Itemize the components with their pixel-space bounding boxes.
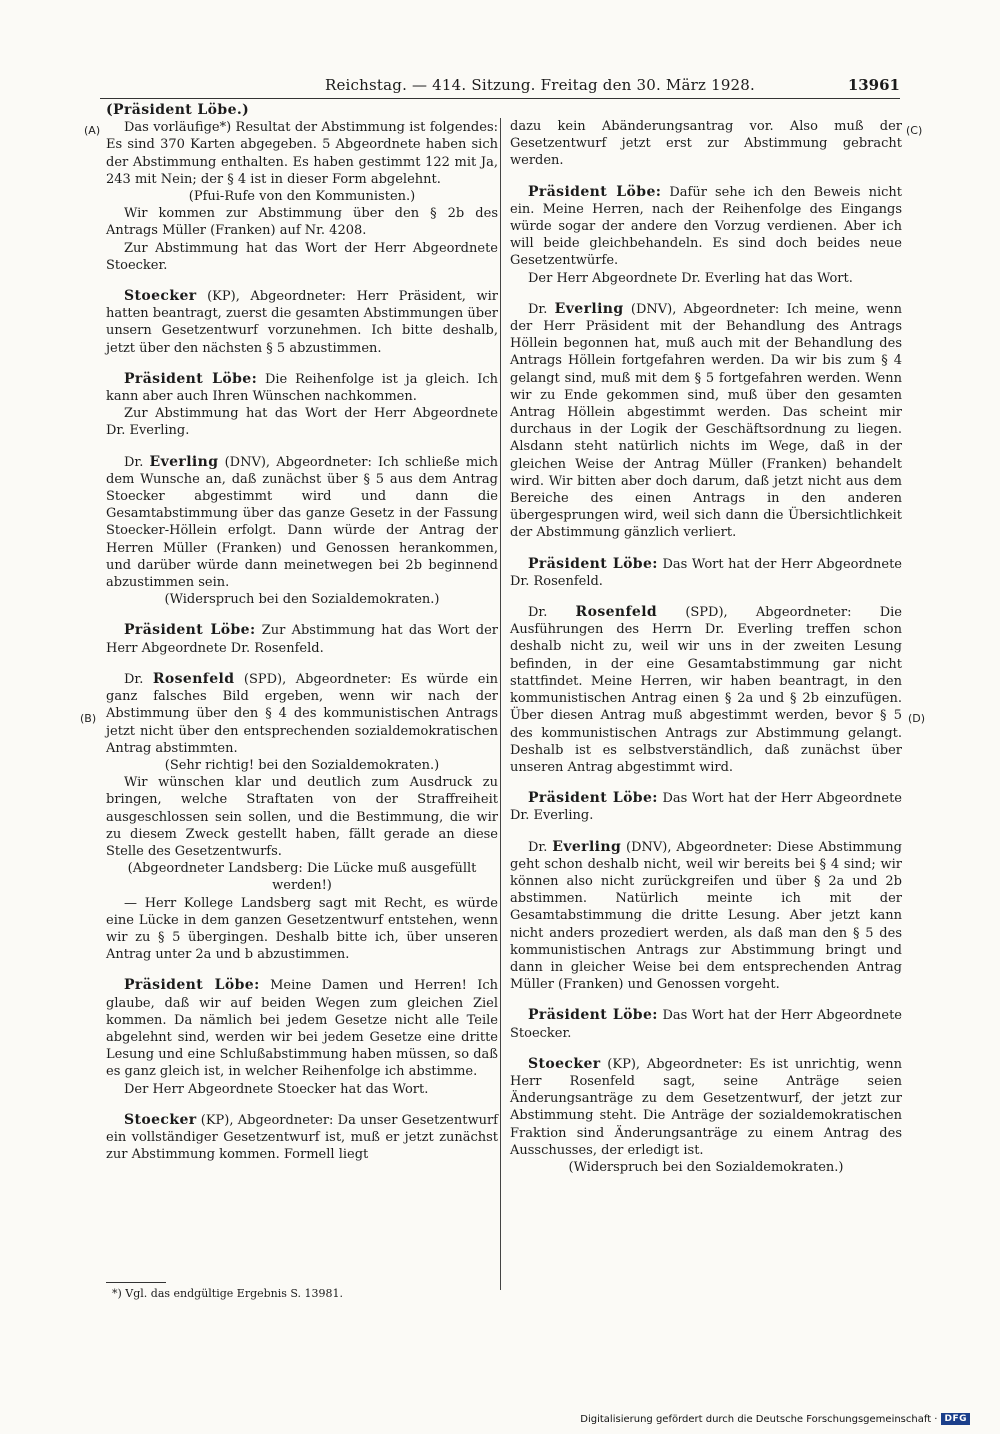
speech [510,1056,902,1159]
margin-marker-a: (A) [84,124,101,137]
speech [510,556,902,590]
paragraph: Wir wünschen klar und deutlich zum Ausdruck zu bringen, welche Straftaten von der Straffreiheit ausgeschlossen sein sollen, und die Bestimmung, die wir zu diesem Zweck gestellt haben, fällt gerade an diese Stelle des Gesetzentwurfs. [106,775,498,859]
speaker-title: Dr. [528,301,555,317]
speech-text: (DNV), Abgeordneter: Ich schließe mich dem Wunsche an, daß zunächst über § 5 aus dem Antrag Stoecker abgestimmt wird und dann die Gesamtabstimmung über das ganze Gesetz in der Fassung Stoecker-Höllein erfolgt. Dann würde der Antrag der Herren Müller (Franken) und Genossen herankommen, und darüber würde dann meinetwegen bei 2b beginnend abzustimmen sein. [106,454,498,591]
speaker-name: Präsident Löbe: [124,370,258,387]
speaker-title: Dr. [528,839,553,855]
speech-text: (SPD), Abgeordneter: Es würde ein ganz falsches Bild ergeben, wenn wir nach der Abstimmung über den § 4 des kommunistischen Antrags jetzt nicht über den entsprechenden sozialdemokratischen Antrag abstimmten. [106,671,498,756]
speech-text: Das Wort hat der Herr Abgeordnete Dr. Everling. [510,791,902,824]
speaker-name: Präsident Löbe: [528,790,658,807]
paragraph: dazu kein Abänderungsantrag vor. Also muß der Gesetzentwurf jetzt erst zur Abstimmung gebracht werden. [510,119,902,169]
speaker-name: Everling [554,300,624,317]
speech [106,622,498,656]
speech [106,371,498,405]
margin-marker-b: (B) [80,712,97,725]
speaker-name: Präsident Löbe: [528,183,662,200]
page-number: 13961 [847,76,900,94]
speaker-name: Rosenfeld [152,670,235,687]
speech-text: Das Wort hat der Herr Abgeordnete Stoecker. [510,1008,902,1041]
dfg-logo: DFG [941,1413,970,1425]
speaker-name: Präsident Löbe: [528,1007,658,1024]
digitization-credit [580,1413,970,1425]
speaker-name: Everling [149,453,219,470]
running-title: Reichstag. — 414. Sitzung. Freitag den 30. März 1928. [324,76,756,94]
speech-text: Zur Abstimmung hat das Wort der Herr Abgeordnete Dr. Rosenfeld. [106,623,499,656]
continuation-speaker: (Präsident Löbe.) [106,102,250,118]
speech [510,301,902,542]
credit-text: Digitalisierung gefördert durch die Deutsche Forschungsgemeinschaft · [580,1413,938,1425]
interjection: (Sehr richtig! bei den Sozialdemokraten.) [164,757,440,773]
speech [106,671,498,757]
speaker-name: Stoecker [124,1111,197,1128]
footnote-rule [106,1282,166,1283]
speech [510,839,902,994]
speaker-name: Everling [552,838,622,855]
speaker-name: Stoecker [124,288,197,305]
speech [106,288,498,357]
paragraph: Der Herr Abgeordnete Stoecker hat das Wort. [124,1081,429,1097]
column-divider [500,118,501,1290]
margin-marker-c: (C) [906,124,923,137]
speech-text: (SPD), Abgeordneter: Die Ausführungen des Herrn Dr. Everling treffen schon deshalb nicht zu, weil wir uns in der zweiten Lesung befinden, in der eine Gesamtabstimmung gar nicht stattfindet. Meine Herren, wir haben beantragt, in den kommunistischen Antrag einen § 2a und § 2b einzufügen. Über diesen Antrag muß abgestimmt werden, bevor § 5 des kommunistischen Antrags zur Abstimmung gelangt. Deshalb ist es selbstverständlich, daß zunächst über unseren Antrag abgestimmt wird. [510,605,902,775]
header-rule [100,98,900,99]
speech [510,790,902,824]
paragraph: Das vorläufige*) Resultat der Abstimmung ist folgendes: Es sind 370 Karten abgegeben. 5 Abgeordnete haben sich der Abstimmung enthalten. Es haben gestimmt 122 mit Ja, 243 mit Nein; der § 4 ist in dieser Form abgelehnt. [106,120,498,187]
speaker-title: Dr. [124,454,150,470]
speaker-name: Präsident Löbe: [528,555,658,572]
paragraph: Der Herr Abgeordnete Dr. Everling hat das Wort. [528,270,853,286]
interjection: (Pfui-Rufe von den Kommunisten.) [188,189,416,205]
speaker-title: Dr. [124,671,153,687]
speech-text: Dafür sehe ich den Beweis nicht ein. Meine Herren, nach der Reihenfolge des Eingangs würde sogar der andere den Vorzug verdienen. Aber ich will beide gleichbehandeln. Es sind doch beides neue Gesetzentwürfe. [510,184,903,269]
speech [510,604,902,776]
margin-marker-d: (D) [908,712,926,725]
speech-text: Die Reihenfolge ist ja gleich. Ich kann aber auch Ihren Wünschen nachkommen. [106,371,499,405]
speech-text: (KP), Abgeordneter: Es ist unrichtig, wenn Herr Rosenfeld sagt, seine Anträge seien Änderungsanträge zu dem Gesetzentwurf, der jetzt zur Abstimmung steht. Die Anträge der sozialdemokratischen Fraktion sind Änderungsanträge zu einem Antrag des Ausschusses, der erledigt ist. [510,1056,902,1158]
speech [106,977,498,1080]
speech-text: (KP), Abgeordneter: Herr Präsident, wir hatten beantragt, zuerst die gesamten Abstimmungen über unsern Gesetzentwurf vorzunehmen. Ich bitte deshalb, jetzt über den nächsten § 5 abzustimmen. [106,289,498,356]
paragraph: Zur Abstimmung hat das Wort der Herr Abgeordnete Dr. Everling. [106,406,498,439]
paragraph: Zur Abstimmung hat das Wort der Herr Abgeordnete Stoecker. [106,240,498,273]
speech [510,184,902,270]
speaker-name: Stoecker [528,1055,601,1072]
right-column [510,102,902,1176]
speaker-name: Präsident Löbe: [124,977,260,994]
speaker-name: Rosenfeld [575,604,658,621]
speech-text: Meine Damen und Herren! Ich glaube, daß wir auf beiden Wegen zum gleichen Ziel kommen. Da nämlich bei jedem Gesetze nicht alle Teile abgelehnt sind, werden wir bei jedem Gesetze eine dritte Lesung und eine Schlußabstimmung haben müssen, so daß es ganz gleich ist, in welcher Reihenfolge ich abstimme. [106,978,498,1080]
paragraph: — Herr Kollege Landsberg sagt mit Recht, es würde eine Lücke in dem ganzen Gesetzentwurf entstehen, wenn wir zu § 5 übergingen. Deshalb bitte ich, über unseren Antrag unter 2a und b abzustimmen. [106,895,498,963]
speech [510,1007,902,1041]
speech [106,1112,498,1164]
paragraph: Wir kommen zur Abstimmung über den § 2b des Antrags Müller (Franken) auf Nr. 4208. [106,206,498,239]
interjection: (Abgeordneter Landsberg: Die Lücke muß ausgefüllt werden!) [127,861,477,894]
speaker-title: Dr. [528,605,576,621]
speech-text: (DNV), Abgeordneter: Ich meine, wenn der Herr Präsident mit der Behandlung des Antrags Höllein begonnen hat, muß auch mit der Behandlung des Antrags Höllein fortgefahren werden. Da wir bis zum § 4 gelangt sind, muß mit dem § 5 fortgefahren werden. Wenn wir zu Ende gekommen sind, muß über den gesamten Antrag Höllein abgestimmt werden. Das scheint mir durchaus in der Logik der Geschäftsordnung zu liegen. Alsdann steht natürlich nichts im Wege, daß in der gleichen Weise der Antrag Müller (Franken) behandelt wird. Wir bitten aber doch darum, daß jetzt nicht aus dem Bereiche des einen Antrags in den anderen übergesprungen wird, weil sich dann die Übersichtlichkeit der Abstimmung gänzlich verliert. [510,301,902,541]
speech-text: (KP), Abgeordneter: Da unser Gesetzentwurf ein vollständiger Gesetzentwurf ist, muß er jetzt zunächst zur Abstimmung kommen. Formell liegt [106,1112,498,1163]
speaker-name: Präsident Löbe: [124,622,256,639]
speech-text: Das Wort hat der Herr Abgeordnete Dr. Rosenfeld. [510,556,902,589]
footnote: *) Vgl. das endgültige Ergebnis S. 13981. [112,1287,344,1300]
speech [106,454,498,592]
speech-text: (DNV), Abgeordneter: Diese Abstimmung geht schon deshalb nicht, weil wir bereits bei § 4 sind; wir können also nicht zurückgreifen und über § 2a und 2b abstimmen. Natürlich meinte ich mit der Gesamtabstimmung die dritte Lesung. Aber jetzt kann nicht anders prozediert werden, als daß man den § 5 des kommunistischen Antrags zur Abstimmung bringt und dann in gleicher Weise bei dem entsprechenden Antrag Müller (Franken) und Genossen vorgeht. [510,839,902,993]
interjection: (Widerspruch bei den Sozialdemokraten.) [164,592,440,608]
interjection: (Widerspruch bei den Sozialdemokraten.) [568,1159,844,1175]
left-column [106,102,498,1163]
